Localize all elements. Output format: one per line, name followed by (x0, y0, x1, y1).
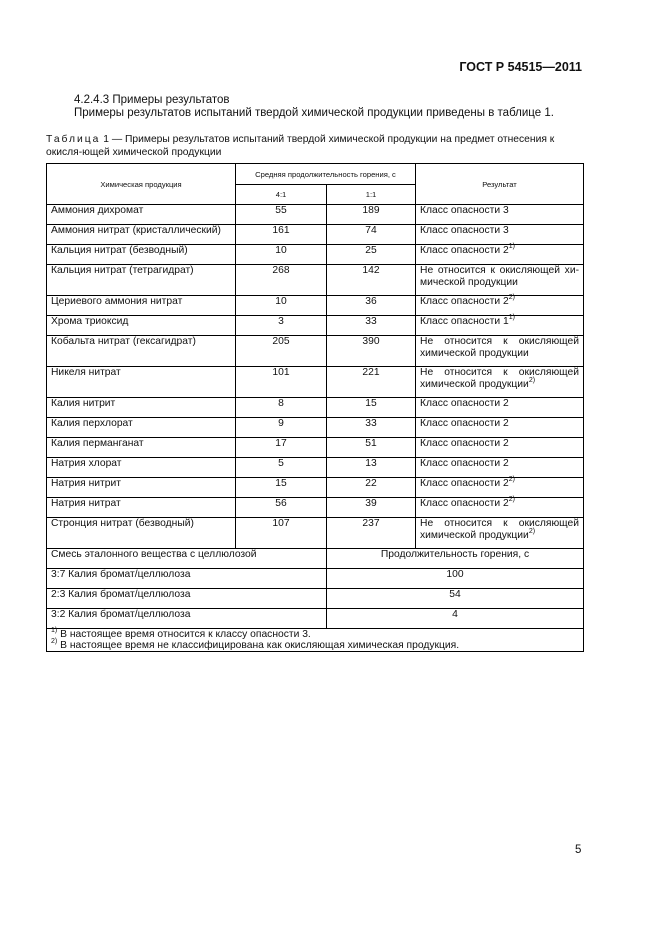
footnote-mark: 2) (528, 376, 536, 384)
footnote-mark: 2) (508, 293, 515, 301)
footnote-mark: 2) (508, 495, 515, 503)
result-text: Класс опасности 2 (420, 498, 509, 509)
product-name: Кальция нитрат (безводный) (47, 245, 236, 265)
header-product: Химическая продукция (47, 164, 236, 205)
duration-4-1: 10 (236, 245, 327, 265)
result-text: Не относится к окисляющей химической продукции (420, 367, 580, 390)
result-text: Класс опасности 3 (420, 205, 509, 216)
section-intro: Примеры результатов испытаний твердой химической продукции приведены в таблице 1. (74, 107, 554, 119)
table-row (47, 518, 584, 549)
table-row (47, 367, 584, 398)
duration-1-1: 221 (327, 367, 416, 398)
footnote-mark: 1) (508, 313, 515, 321)
footnote-text: В настоящее время не классифицирована как окисляющая химическая продукция. (57, 640, 460, 651)
table-row (47, 296, 584, 316)
duration-4-1: 55 (236, 205, 327, 225)
result-text: Класс опасности 2 (420, 398, 509, 409)
product-name: Аммония нитрат (кристаллический) (47, 225, 236, 245)
results-table (46, 163, 584, 652)
product-name: Калия перманганат (47, 438, 236, 458)
result-cell (416, 225, 584, 245)
result-text: Класс опасности 2 (420, 296, 509, 307)
reference-name: 3:7 Калия бромат/целлюлоза (47, 569, 327, 589)
page-number: 5 (575, 844, 582, 856)
reference-value: 54 (327, 589, 584, 609)
result-cell (416, 495, 584, 518)
footnotes-row (47, 629, 584, 652)
reference-row (47, 589, 584, 609)
duration-1-1: 142 (327, 265, 416, 296)
reference-header-right: Продолжительность горения, с (327, 549, 584, 569)
caption-label: Таблица (46, 134, 101, 145)
result-text: Класс опасности 2 (420, 458, 509, 469)
duration-1-1: 390 (327, 336, 416, 367)
duration-4-1: 15 (236, 478, 327, 498)
reference-row (47, 569, 584, 589)
duration-1-1: 22 (327, 478, 416, 498)
footnote-mark: 1) (508, 242, 515, 250)
table-row (47, 478, 584, 498)
result-cell (416, 293, 584, 316)
duration-4-1: 101 (236, 367, 327, 398)
result-text: Не относится к окисляющей химической продукции (420, 518, 580, 541)
footnote-mark: 2) (51, 637, 58, 645)
reference-header-row (47, 549, 584, 569)
table-row (47, 336, 584, 367)
product-name: Натрия хлорат (47, 458, 236, 478)
product-name: Кальция нитрат (тетрагидрат) (47, 265, 236, 296)
result-text: Не относится к окисляющей хи-мической продукции (420, 265, 580, 288)
result-cell (416, 518, 584, 549)
reference-header-left: Смесь эталонного вещества с целлюлозой (47, 549, 327, 569)
result-text: Класс опасности 2 (420, 418, 509, 429)
product-name: Никеля нитрат (47, 367, 236, 398)
duration-4-1: 205 (236, 336, 327, 367)
reference-value: 4 (327, 609, 584, 629)
result-text: Не относится к окисляющей химической продукции (420, 336, 580, 359)
result-cell (416, 265, 584, 296)
result-cell (416, 418, 584, 438)
duration-4-1: 268 (236, 265, 327, 296)
product-name: Аммония дихромат (47, 205, 236, 225)
footnote (51, 637, 579, 651)
result-cell (416, 438, 584, 458)
result-cell (416, 336, 584, 367)
duration-4-1: 5 (236, 458, 327, 478)
footnote-mark: 2) (528, 527, 536, 535)
standard-id: ГОСТ Р 54515—2011 (459, 60, 582, 74)
table-row (47, 498, 584, 518)
section-heading: 4.2.4.3 Примеры результатов (74, 94, 230, 106)
product-name: Стронция нитрат (безводный) (47, 518, 236, 549)
result-text: Класс опасности 1 (420, 316, 509, 327)
duration-4-1: 10 (236, 296, 327, 316)
duration-1-1: 237 (327, 518, 416, 549)
duration-1-1: 25 (327, 245, 416, 265)
result-cell (416, 242, 584, 265)
header-ratio-1-1: 1:1 (327, 185, 416, 205)
table-row (47, 458, 584, 478)
duration-1-1: 74 (327, 225, 416, 245)
duration-1-1: 33 (327, 316, 416, 336)
result-cell (416, 313, 584, 336)
footnote-mark: 2) (508, 475, 515, 483)
product-name: Натрия нитрат (47, 498, 236, 518)
table-row (47, 316, 584, 336)
duration-4-1: 107 (236, 518, 327, 549)
product-name: Кобальта нитрат (гексагидрат) (47, 336, 236, 367)
footnotes (47, 626, 584, 652)
result-cell (416, 398, 584, 418)
result-cell (416, 475, 584, 498)
table-row (47, 438, 584, 458)
reference-value: 100 (327, 569, 584, 589)
table-caption (46, 133, 586, 159)
result-cell (416, 367, 584, 398)
duration-4-1: 8 (236, 398, 327, 418)
product-name: Хрома триоксид (47, 316, 236, 336)
footnote-mark: 1) (51, 626, 58, 634)
duration-1-1: 39 (327, 498, 416, 518)
table-row (47, 225, 584, 245)
header-duration: Средняя продолжительность горения, с (236, 164, 416, 185)
duration-1-1: 36 (327, 296, 416, 316)
result-text: Класс опасности 2 (420, 245, 509, 256)
table-row (47, 418, 584, 438)
reference-name: 2:3 Калия бромат/целлюлоза (47, 589, 327, 609)
product-name: Цериевого аммония нитрат (47, 296, 236, 316)
duration-4-1: 3 (236, 316, 327, 336)
duration-1-1: 33 (327, 418, 416, 438)
duration-1-1: 13 (327, 458, 416, 478)
table-row (47, 398, 584, 418)
reference-row (47, 609, 584, 629)
duration-1-1: 51 (327, 438, 416, 458)
result-cell (416, 205, 584, 225)
result-text: Класс опасности 2 (420, 478, 509, 489)
duration-1-1: 189 (327, 205, 416, 225)
product-name: Калия нитрит (47, 398, 236, 418)
footnote (51, 626, 579, 640)
duration-4-1: 9 (236, 418, 327, 438)
duration-4-1: 161 (236, 225, 327, 245)
table-row (47, 205, 584, 225)
duration-1-1: 15 (327, 398, 416, 418)
header-ratio-4-1: 4:1 (236, 185, 327, 205)
result-text: Класс опасности 3 (420, 225, 509, 236)
caption-text: 1 — Примеры результатов испытаний твердой химической продукции на предмет отнесения к окисля-ющей химической продукции (46, 134, 555, 158)
table-row (47, 245, 584, 265)
duration-4-1: 56 (236, 498, 327, 518)
header-result: Результат (416, 164, 584, 205)
result-text: Класс опасности 2 (420, 438, 509, 449)
product-name: Натрия нитрит (47, 478, 236, 498)
footnote-text: В настоящее время относится к классу опасности 3. (57, 629, 311, 640)
result-cell (416, 458, 584, 478)
table-row (47, 265, 584, 296)
product-name: Калия перхлорат (47, 418, 236, 438)
duration-4-1: 17 (236, 438, 327, 458)
reference-name: 3:2 Калия бромат/целлюлоза (47, 609, 327, 629)
